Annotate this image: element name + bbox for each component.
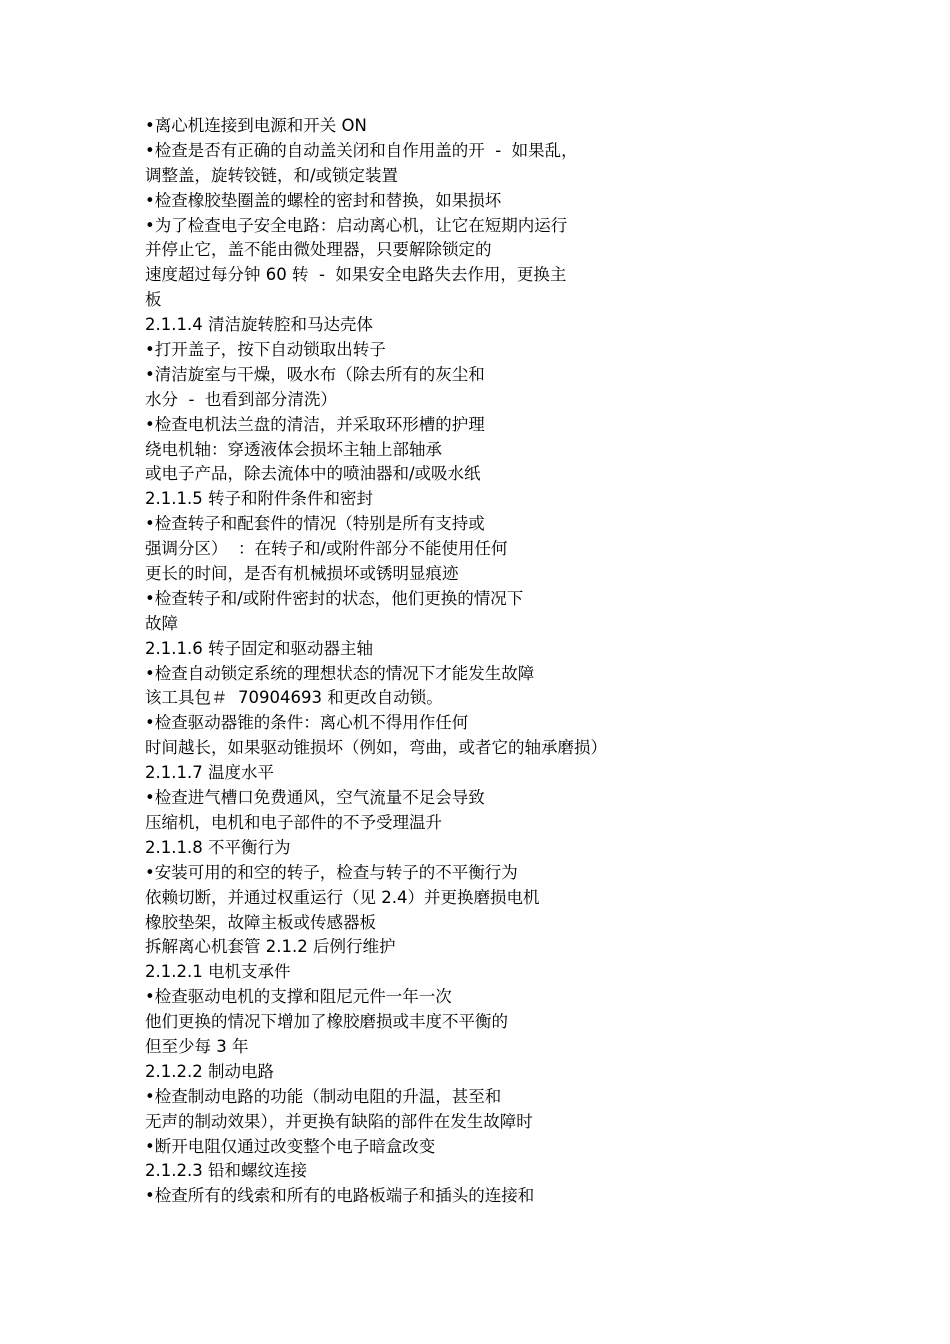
text-line: 该工具包＃ 70904693 和更改自动锁。 [145,688,443,708]
text-line: •检查所有的线索和所有的电路板端子和插头的连接和 [145,1186,535,1206]
text-line: 拆解离心机套管 2.1.2 后例行维护 [145,937,396,957]
text-line: 他们更换的情况下增加了橡胶磨损或丰度不平衡的 [145,1012,508,1032]
text-line: •检查自动锁定系统的理想状态的情况下才能发生故障 [145,663,535,683]
text-line: •检查驱动器锥的条件：离心机不得用作任何 [145,713,469,733]
text-line: 压缩机，电机和电子部件的不予受理温升 [145,812,442,832]
text-line: 水分 - 也看到部分清洗） [145,389,337,409]
text-line: •检查转子和/或附件密封的状态，他们更换的情况下 [145,588,524,608]
text-line: •安装可用的和空的转子，检查与转子的不平衡行为 [145,862,518,882]
text-line: 绕电机轴：穿透液体会损坏主轴上部轴承 [145,439,442,459]
text-line: •打开盖子，按下自动锁取出转子 [145,340,386,360]
text-line: 或电子产品，除去流体中的喷油器和/或吸水纸 [145,464,481,484]
text-line: •离心机连接到电源和开关 ON [145,116,367,135]
text-line: •检查是否有正确的自动盖关闭和自作用盖的开 - 如果乱， [145,140,578,160]
section-heading: 2.1.2.3 铅和螺纹连接 [145,1161,307,1181]
text-line: •检查制动电路的功能（制动电阻的升温，甚至和 [145,1086,502,1106]
text-line: 依赖切断，并通过权重运行（见 2.4）并更换磨损电机 [145,887,540,907]
text-line: 时间越长，如果驱动锥损坏（例如，弯曲，或者它的轴承磨损） [145,738,607,758]
text-line: •检查进气槽口免费通风，空气流量不足会导致 [145,788,485,808]
text-line: 速度超过每分钟 60 转 - 如果安全电路失去作用，更换主 [145,265,567,285]
text-line: 并停止它，盖不能由微处理器，只要解除锁定的 [145,240,492,260]
section-heading: 2.1.2.1 电机支承件 [145,962,291,982]
text-line: 调整盖，旋转铰链，和/或锁定装置 [145,165,399,185]
text-line: •为了检查电子安全电路：启动离心机，让它在短期内运行 [145,215,568,235]
section-heading: 2.1.1.4 清洁旋转腔和马达壳体 [145,315,373,335]
text-line: •检查转子和配套件的情况（特别是所有支持或 [145,514,485,534]
text-line: •清洁旋室与干燥，吸水布（除去所有的灰尘和 [145,364,485,384]
text-line: 但至少每 3 年 [145,1036,249,1056]
text-line: •断开电阻仅通过改变整个电子暗盒改变 [145,1136,436,1156]
text-line: 强调分区） ：在转子和/或附件部分不能使用任何 [145,539,508,559]
text-line: •检查橡胶垫圈盖的螺栓的密封和替换，如果损坏 [145,190,502,210]
text-line: •检查驱动电机的支撑和阻尼元件一年一次 [145,987,452,1007]
document-body [145,114,705,1209]
text-line: 无声的制动效果），并更换有缺陷的部件在发生故障时 [145,1111,533,1131]
section-heading: 2.1.1.8 不平衡行为 [145,837,291,857]
section-heading: 2.1.1.6 转子固定和驱动器主轴 [145,638,373,658]
text-line: 更长的时间，是否有机械损坏或锈明显痕迹 [145,564,459,584]
text-line: •检查电机法兰盘的清洁，并采取环形槽的护理 [145,414,485,434]
text-line: 板 [145,290,162,310]
text-line: 故障 [145,613,178,633]
section-heading: 2.1.1.7 温度水平 [145,763,274,783]
section-heading: 2.1.2.2 制动电路 [145,1061,274,1081]
text-line: 橡胶垫架，故障主板或传感器板 [145,912,376,932]
section-heading: 2.1.1.5 转子和附件条件和密封 [145,489,373,509]
